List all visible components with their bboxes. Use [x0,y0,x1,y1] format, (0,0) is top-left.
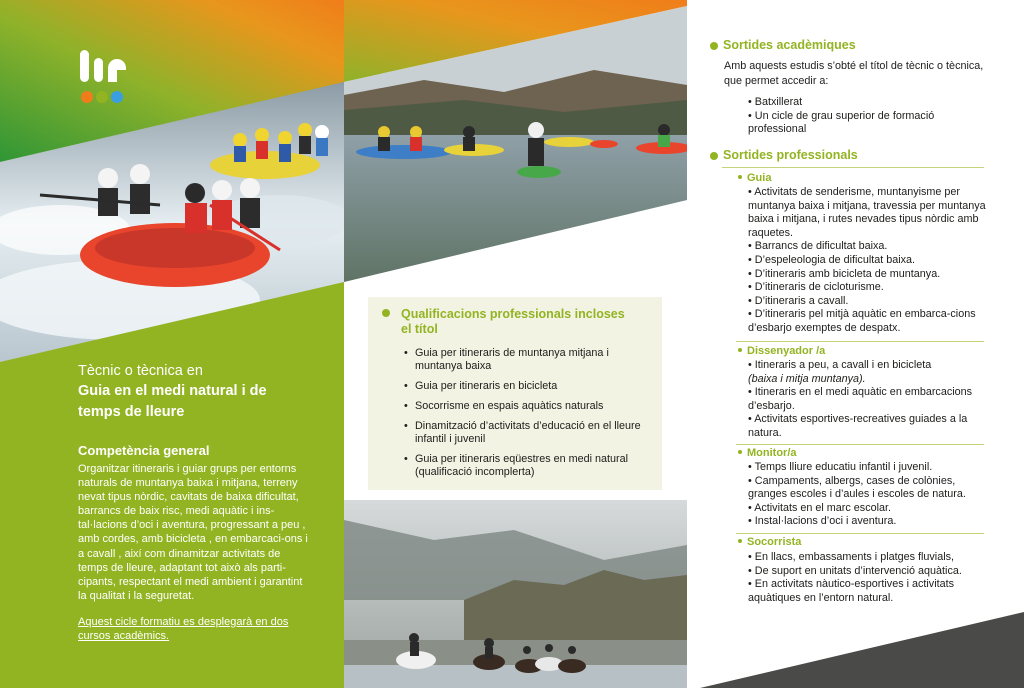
list-item: • Dinamització d’activitats d’educació en el lleure infantil i juvenil [404,419,641,445]
list-item: • Barrancs de dificultat baixa. [748,240,888,253]
list-item: • D’espeleologia de dificultat baixa. [748,253,916,266]
list-item: • Guia per itineraris de muntanya mitjana i muntanya baixa [404,347,609,373]
list-item: • Itineraris en el medi aquàtic en embarcacions d’esbarjo. [748,386,973,412]
sortides-professionals-heading: Sortides professionals [710,148,858,162]
cycle-duration-note: Aquest cicle formatiu es desplegarà en dos cursos acadèmics. [78,615,289,643]
socorrista-heading: Socorrista [738,536,801,548]
list-item: • D’itineraris de cicloturisme. [748,281,884,294]
list-item: • D’itineraris a cavall. [748,294,849,307]
list-item: • En activitats nàutico-esportives i activitats aquàtiques en l’entorn natural. [748,578,955,604]
bullet-dot-icon [738,348,742,352]
list-item: • En llacs, embassaments i platges fluvials, [748,551,955,563]
qualificacions-title [378,307,652,337]
bullet-dot-icon [382,309,390,317]
qualificacions-list [378,347,652,479]
competencia-body: Organitzar itineraris i guiar grups per entorns naturals de muntanya baixa i mitjana, terreny nevat tipus nòrdic, cavitats de baixa dificultat, barrancs de baix risc, medi aquàtic i ins-tal·lacions d’oci i aventura, progressant a peu , amb cordes, amb bicicleta , en embarcaci-ons i a cavall , així com dinamitzar activitats de temps de lleure, adaptant tot això als parti-cipants, respectant el medi ambient i garantint la qualitat i la seguretat. [78,463,308,602]
socorrista-list [748,551,986,605]
horse-riding-photo [344,500,687,688]
list-item: • Instal·lacions d’oci i aventura. [748,515,897,528]
cycle-title-prefix: Tècnic o tècnica en [78,363,203,379]
list-item: • De suport en unitats d’intervenció aquàtica. [748,564,962,577]
list-item: • Un cicle de grau superior de formació professional [748,109,935,136]
list-item: • Itineraris a peu, a cavall i en bicicleta (baixa i mitja muntanya). [748,359,932,385]
list-item: • Campaments, albergs, cases de colònies, granges escoles i d’aules i escoles de natura. [748,474,966,501]
monitor-list [748,461,986,529]
bullet-dot-icon [710,42,718,50]
sortides-academiques-heading: Sortides acadèmiques [710,38,856,52]
logo [80,50,126,104]
dissenyador-heading: Dissenyador /a [738,345,825,357]
list-item: • Batxillerat [748,96,803,108]
list-item: • Socorrisme en espais aquàtics naturals [404,399,604,412]
list-item: • Guia per itineraris eqüestres en medi natural (qualificació incomplerta) [404,452,629,479]
list-item: • D’itineraris pel mitjà aquàtic en embarca-cions d’esbarjo exemptes de despatx. [748,308,976,334]
left-column [0,0,344,688]
list-item: • Temps lliure educatiu infantil i juvenil. [748,461,933,473]
divider [736,444,984,445]
bullet-dot-icon [738,175,742,179]
guia-heading: Guia [738,172,771,184]
qualificacions-box [368,297,662,490]
cycle-title-line1: Guia en el medi natural i de [78,383,267,399]
list-item: • Activitats en el marc escolar. [748,501,891,514]
divider [722,167,984,168]
sortides-academiques-list [748,96,968,137]
list-item: • D’itineraris amb bicicleta de muntanya. [748,267,941,280]
qualificacions-title-line2: el títol [401,322,438,336]
corner-decoration [700,612,1024,688]
bullet-dot-icon [738,450,742,454]
divider [736,341,984,342]
guia-list [748,186,986,336]
dissenyador-list [748,359,986,441]
bullet-dot-icon [710,152,718,160]
bullet-dot-icon [738,539,742,543]
divider [736,533,984,534]
monitor-heading: Monitor/a [738,447,797,459]
cycle-title-line2: temps de lleure [78,404,185,420]
list-item: • Activitats esportives-recreatives guiades a la natura. [748,413,968,439]
left-text-block [78,362,310,643]
list-item: • Guia per itineraris en bicicleta [404,380,558,393]
competencia-heading: Competència general [78,443,210,458]
sortides-academiques-intro: Amb aquests estudis s’obté el títol de tècnic o tècnica, que permet accedir a: [724,60,984,87]
qualificacions-title-line1: Qualificacions professionals incloses [401,307,625,321]
list-item: • Activitats de senderisme, muntanyisme per muntanya baixa i mitjana, travessia per muntanya baixa i mitjana, i rutes nevades tipus nòrdic amb raquetes. [748,186,986,239]
